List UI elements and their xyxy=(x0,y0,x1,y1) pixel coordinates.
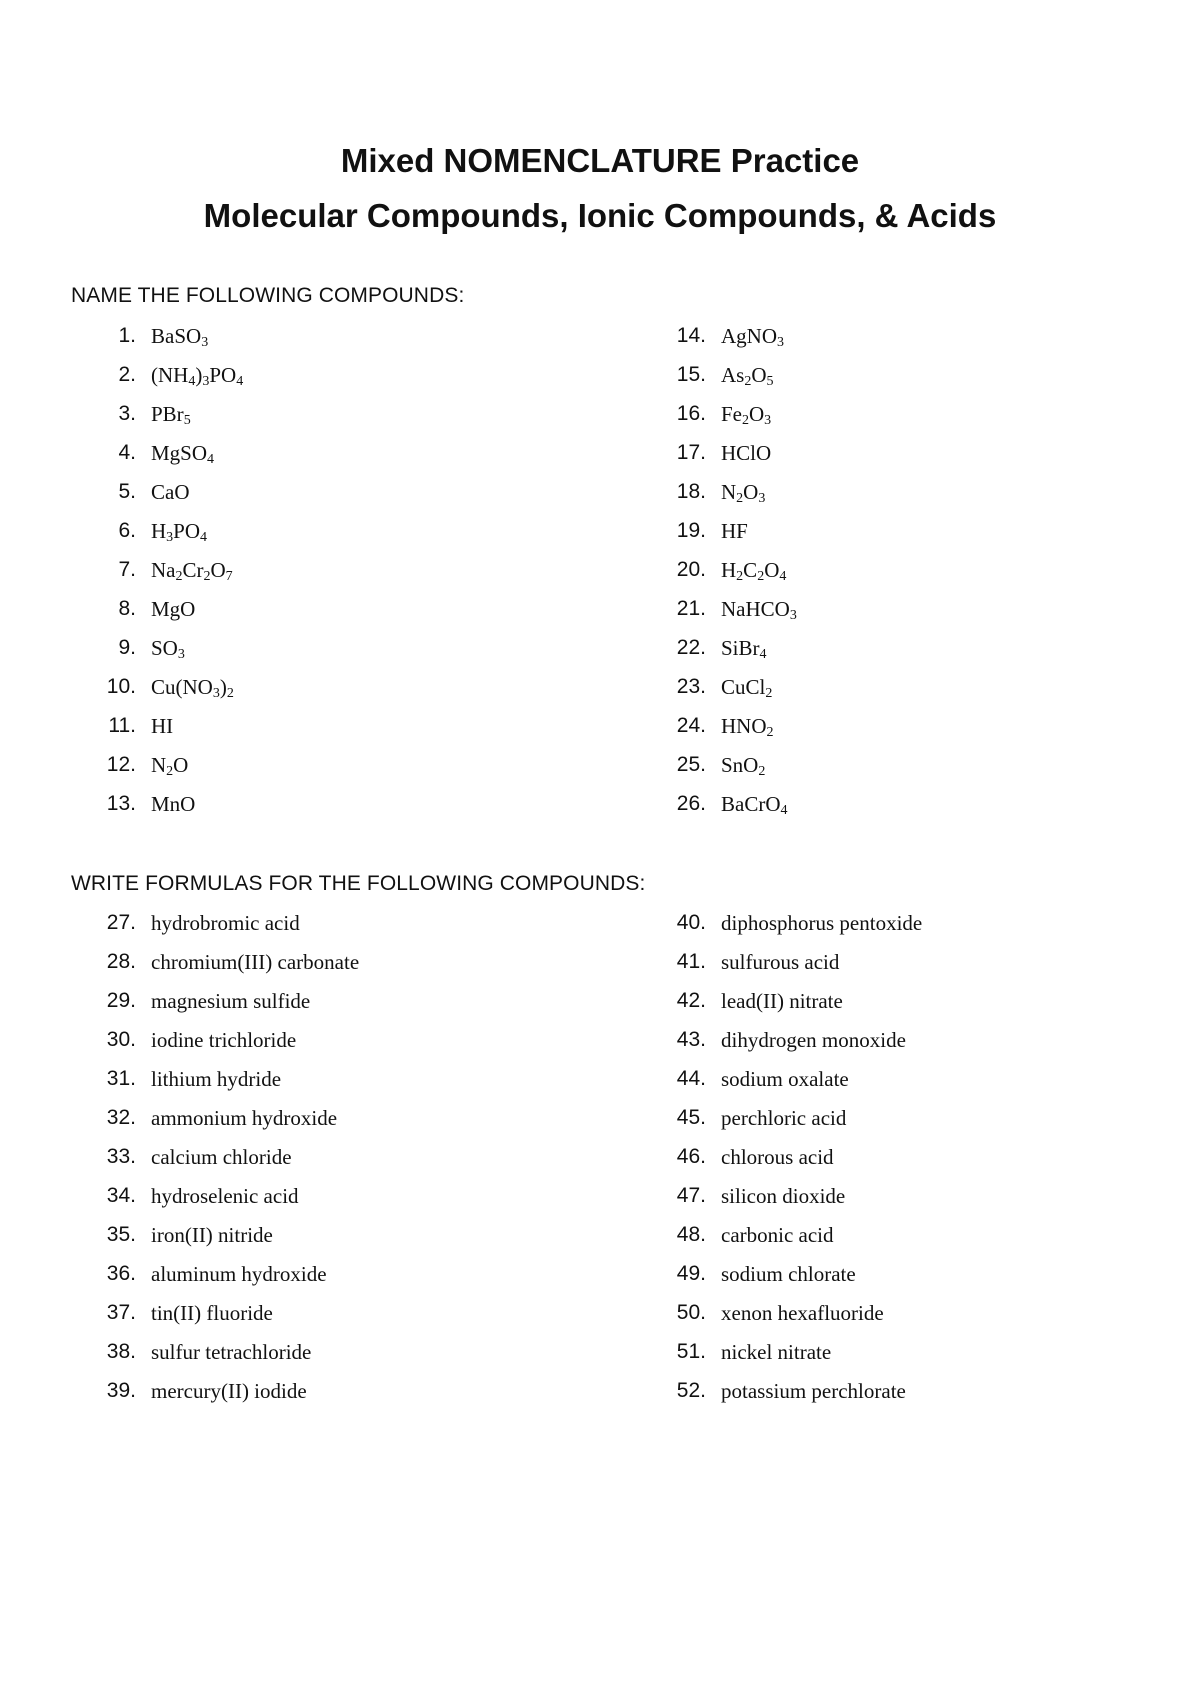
list-item xyxy=(0,675,520,705)
item-number: 2. xyxy=(118,363,136,386)
item-number: 48. xyxy=(676,1223,706,1246)
item-text: $Fe_2O_3$ xyxy=(721,402,772,428)
list-item xyxy=(570,441,1090,471)
item-number: 6. xyxy=(118,519,136,542)
item-number: 9. xyxy=(118,636,136,659)
list-item xyxy=(0,1145,520,1175)
item-text: perchloric acid xyxy=(721,1106,847,1130)
item-number: 17. xyxy=(676,441,706,464)
item-text: sulfurous acid xyxy=(721,950,840,974)
list-item xyxy=(570,989,1090,1019)
list-item xyxy=(570,402,1090,432)
list-item xyxy=(0,1340,520,1370)
list-item xyxy=(0,597,520,627)
list-item xyxy=(570,636,1090,666)
item-text: $Na_2Cr_2O_7$ xyxy=(151,558,233,584)
list-item xyxy=(0,402,520,432)
item-text: SiBr$_4$ xyxy=(721,636,767,662)
item-text: NaHCO$_3$ xyxy=(721,597,797,623)
item-text: magnesium sulfide xyxy=(151,989,311,1013)
item-text: $H_3PO_4$ xyxy=(151,519,208,545)
list-item xyxy=(0,480,520,510)
item-number: 40. xyxy=(676,911,706,934)
list-item xyxy=(0,1028,520,1058)
list-item xyxy=(0,950,520,980)
item-number: 36. xyxy=(106,1262,136,1285)
list-item xyxy=(570,597,1090,627)
item-number: 26. xyxy=(676,792,706,815)
item-number: 41. xyxy=(676,950,706,973)
list-item xyxy=(0,636,520,666)
list-item xyxy=(570,675,1090,705)
item-text: hydrobromic acid xyxy=(151,911,300,935)
item-number: 32. xyxy=(106,1106,136,1129)
item-number: 24. xyxy=(676,714,706,737)
item-number: 16. xyxy=(676,402,706,425)
item-number: 10. xyxy=(106,675,136,698)
item-number: 13. xyxy=(106,792,136,815)
list-item xyxy=(0,753,520,783)
list-item xyxy=(0,1379,520,1409)
item-number: 35. xyxy=(106,1223,136,1246)
list-item xyxy=(570,1184,1090,1214)
list-item xyxy=(0,519,520,549)
list-item xyxy=(0,324,520,354)
item-text: nickel nitrate xyxy=(721,1340,832,1364)
item-text: iodine trichloride xyxy=(151,1028,297,1052)
item-number: 28. xyxy=(106,950,136,973)
list-item xyxy=(570,480,1090,510)
section-heading-formulas: WRITE FORMULAS FOR THE FOLLOWING COMPOUNDS: xyxy=(71,872,646,895)
list-item xyxy=(0,441,520,471)
item-number: 25. xyxy=(676,753,706,776)
item-text: $SO_3$ xyxy=(151,636,185,662)
list-item xyxy=(570,363,1090,393)
list-item xyxy=(570,1340,1090,1370)
list-item xyxy=(0,558,520,588)
item-number: 31. xyxy=(106,1067,136,1090)
item-text: chromium(III) carbonate xyxy=(151,950,360,974)
item-text: xenon hexafluoride xyxy=(721,1301,884,1325)
item-number: 30. xyxy=(106,1028,136,1051)
page-subtitle: Molecular Compounds, Ionic Compounds, & Acids xyxy=(203,197,997,234)
item-text: BaCrO$_4$ xyxy=(721,792,788,818)
item-text: dihydrogen monoxide xyxy=(721,1028,906,1052)
item-number: 18. xyxy=(676,480,706,503)
item-number: 50. xyxy=(676,1301,706,1324)
item-number: 12. xyxy=(106,753,136,776)
item-number: 23. xyxy=(676,675,706,698)
item-number: 49. xyxy=(676,1262,706,1285)
list-item xyxy=(570,1028,1090,1058)
item-number: 4. xyxy=(118,441,136,464)
item-text: MgSO$_4$ xyxy=(151,441,215,467)
item-number: 29. xyxy=(106,989,136,1012)
item-number: 38. xyxy=(106,1340,136,1363)
item-text: $Cu(NO_3)_2$ xyxy=(151,675,234,701)
item-text: tin(II) fluoride xyxy=(151,1301,273,1325)
item-text: HF xyxy=(721,519,748,543)
item-text: aluminum hydroxide xyxy=(151,1262,327,1286)
item-number: 8. xyxy=(118,597,136,620)
item-text: $HNO_2$ xyxy=(721,714,774,740)
list-item xyxy=(570,950,1090,980)
item-text: mercury(II) iodide xyxy=(151,1379,307,1403)
item-text: MnO xyxy=(151,792,196,816)
section-heading-name: NAME THE FOLLOWING COMPOUNDS: xyxy=(71,284,465,307)
list-item xyxy=(570,1262,1090,1292)
item-text: HI xyxy=(151,714,174,738)
list-item xyxy=(0,1223,520,1253)
item-text: potassium perchlorate xyxy=(721,1379,906,1403)
item-text: BaSO$_3$ xyxy=(151,324,209,350)
item-text: lithium hydride xyxy=(151,1067,282,1091)
item-number: 27. xyxy=(106,911,136,934)
list-item xyxy=(570,1301,1090,1331)
item-number: 22. xyxy=(676,636,706,659)
item-number: 44. xyxy=(676,1067,706,1090)
item-number: 37. xyxy=(106,1301,136,1324)
item-text: AgNO$_3$ xyxy=(721,324,784,350)
list-item xyxy=(0,714,520,744)
item-text: $(NH_4)_3PO_4$ xyxy=(151,363,244,389)
item-text: sodium oxalate xyxy=(721,1067,849,1091)
list-item xyxy=(570,558,1090,588)
list-item xyxy=(0,1301,520,1331)
list-item xyxy=(570,714,1090,744)
item-text: MgO xyxy=(151,597,196,621)
list-item xyxy=(0,911,520,941)
item-text: lead(II) nitrate xyxy=(721,989,843,1013)
list-item xyxy=(0,1262,520,1292)
item-number: 39. xyxy=(106,1379,136,1402)
item-text: chlorous acid xyxy=(721,1145,834,1169)
item-text: carbonic acid xyxy=(721,1223,834,1247)
item-text: sulfur tetrachloride xyxy=(151,1340,312,1364)
item-text: $N_2O$ xyxy=(151,753,189,779)
item-text: diphosphorus pentoxide xyxy=(721,911,923,935)
item-number: 33. xyxy=(106,1145,136,1168)
list-item xyxy=(570,519,1090,549)
item-number: 5. xyxy=(118,480,136,503)
item-text: silicon dioxide xyxy=(721,1184,846,1208)
list-item xyxy=(0,363,520,393)
list-item xyxy=(0,1067,520,1097)
item-number: 15. xyxy=(676,363,706,386)
item-number: 46. xyxy=(676,1145,706,1168)
item-text: CaO xyxy=(151,480,190,504)
item-number: 51. xyxy=(676,1340,706,1363)
item-number: 7. xyxy=(118,558,136,581)
item-number: 14. xyxy=(676,324,706,347)
item-number: 19. xyxy=(676,519,706,542)
item-number: 45. xyxy=(676,1106,706,1129)
item-number: 3. xyxy=(118,402,136,425)
item-text: $N_2O_3$ xyxy=(721,480,766,506)
list-item xyxy=(0,989,520,1019)
list-item xyxy=(0,1106,520,1136)
list-item xyxy=(570,911,1090,941)
item-number: 11. xyxy=(108,714,136,737)
item-number: 43. xyxy=(676,1028,706,1051)
list-item xyxy=(570,1379,1090,1409)
item-number: 42. xyxy=(676,989,706,1012)
list-item xyxy=(0,1184,520,1214)
item-number: 47. xyxy=(676,1184,706,1207)
list-item xyxy=(570,1067,1090,1097)
item-text: PBr$_5$ xyxy=(151,402,191,428)
item-text: iron(II) nitride xyxy=(151,1223,273,1247)
list-item xyxy=(570,324,1090,354)
page-title: Mixed NOMENCLATURE Practice xyxy=(340,142,860,179)
item-text: $As_2O_5$ xyxy=(721,363,774,389)
item-number: 21. xyxy=(676,597,706,620)
item-text: $H_2C_2O_4$ xyxy=(721,558,787,584)
list-item xyxy=(570,753,1090,783)
list-item xyxy=(570,1145,1090,1175)
item-text: sodium chlorate xyxy=(721,1262,856,1286)
item-text: SnO$_2$ xyxy=(721,753,766,779)
item-text: hydroselenic acid xyxy=(151,1184,299,1208)
list-item xyxy=(570,792,1090,822)
item-text: calcium chloride xyxy=(151,1145,292,1169)
item-text: ammonium hydroxide xyxy=(151,1106,338,1130)
item-text: CuCl$_2$ xyxy=(721,675,773,701)
item-number: 52. xyxy=(676,1379,706,1402)
list-item xyxy=(570,1106,1090,1136)
item-number: 34. xyxy=(106,1184,136,1207)
list-item xyxy=(0,792,520,822)
item-number: 1. xyxy=(118,324,136,347)
list-item xyxy=(570,1223,1090,1253)
item-number: 20. xyxy=(676,558,706,581)
item-text: HClO xyxy=(721,441,772,465)
